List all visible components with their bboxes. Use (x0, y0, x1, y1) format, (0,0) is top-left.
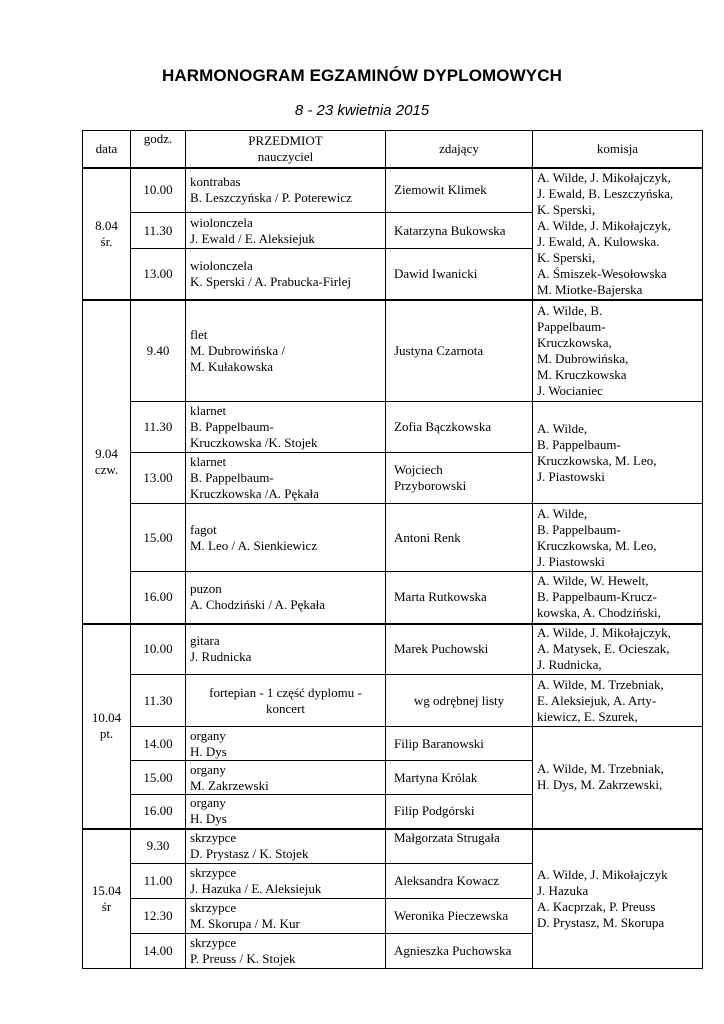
teacher-name: K. Sperski / A. Prabucka-Firlej (190, 273, 352, 289)
committee-line: A. Wilde, M. Trzebniak, (537, 676, 664, 692)
committee-line: J. Rudnicka, (537, 657, 602, 673)
committee-line: B. Pappelbaum-Krucz- (537, 589, 657, 605)
time-cell: 15.00 (131, 761, 186, 795)
committee-line: M. Dubrowińska, (537, 350, 629, 366)
time-cell: 11.30 (131, 675, 186, 727)
subject-name: skrzypce (190, 900, 237, 915)
committee-line: A. Matysek, E. Ocieszak, (537, 641, 670, 657)
subject-cell (186, 795, 386, 829)
subject-name: puzon (190, 581, 222, 597)
table-row (83, 504, 703, 572)
committee-cell (533, 572, 703, 624)
subject-cell (186, 168, 386, 213)
subject-name: fortepian - 1 część dyplomu - (209, 684, 362, 700)
student-last-name: Przyborowski (394, 478, 467, 493)
subject-name: organy (190, 727, 226, 743)
subject-name: flet (190, 326, 208, 342)
teacher-name: M. Zakrzewski (190, 777, 269, 793)
committee-line: J. Piastowski (537, 553, 605, 569)
day-weekday: pt. (99, 726, 114, 741)
subject-cell (186, 934, 386, 969)
committee-line: A. Wilde, (537, 505, 588, 521)
student-cell: Zofia Bączkowska (386, 402, 533, 453)
teacher-name: P. Preuss / K. Stojek (190, 951, 296, 966)
committee-line: J. Wocianiec (537, 382, 603, 398)
day-date: 15.04 (91, 882, 122, 898)
subject-name: skrzypce (190, 830, 237, 846)
subject-cell (186, 761, 386, 795)
student-cell: Ziemowit Klimek (386, 168, 533, 213)
day-cell (83, 829, 131, 969)
time-cell: 9.40 (131, 300, 186, 402)
committee-line: A. Wilde, W. Hewelt, (537, 573, 649, 589)
day-weekday: czw. (94, 461, 119, 477)
header-date: data (83, 131, 131, 168)
subject-name: wiolonczela (190, 214, 253, 230)
committee-line: A. Śmiszek-Wesołowska (537, 265, 667, 281)
committee-line: B. Pappelbaum- (537, 436, 621, 452)
schedule-table (82, 130, 703, 969)
subject-cell (186, 572, 386, 624)
time-cell: 16.00 (131, 572, 186, 624)
teacher-name: M. Kułakowska (190, 358, 274, 374)
student-cell: Marta Rutkowska (386, 572, 533, 624)
header-teacher: nauczyciel (257, 148, 314, 164)
committee-cell (533, 829, 703, 969)
committee-line: Kruczkowska, M. Leo, (537, 452, 657, 468)
header-subject: PRZEDMIOT (248, 132, 323, 148)
teacher-name: M. Dubrowińska / (190, 342, 285, 358)
table-row (83, 829, 703, 864)
time-cell: 16.00 (131, 795, 186, 829)
student-cell: Małgorzata Strugała (386, 829, 533, 864)
committee-line: Kruczkowska, (537, 334, 612, 350)
committee-line: D. Prystasz, M. Skorupa (537, 914, 665, 930)
committee-line: Kruczkowska, M. Leo, (537, 537, 657, 553)
committee-line: M. Miotke-Bajerska (537, 281, 643, 297)
student-cell: Agnieszka Puchowska (386, 934, 533, 969)
header-time: godz. (131, 131, 186, 168)
committee-cell (533, 300, 703, 402)
teacher-name: B. Pappelbaum- (190, 470, 274, 485)
committee-cell (533, 675, 703, 727)
time-cell: 11.00 (131, 864, 186, 899)
subject-cell (186, 453, 386, 504)
subject-cell (186, 213, 386, 249)
header-row (83, 131, 703, 168)
time-cell: 12.30 (131, 899, 186, 934)
subject-cell (186, 727, 386, 761)
table-row (83, 402, 703, 453)
subject-cell (186, 300, 386, 402)
teacher-name: H. Dys (190, 743, 227, 759)
page-title: HARMONOGRAM EGZAMINÓW DYPLOMOWYCH (162, 66, 562, 85)
subject-cell (186, 402, 386, 453)
day-date: 8.04 (95, 217, 118, 233)
time-cell: 13.00 (131, 249, 186, 300)
date-range-subtitle: 8 - 23 kwietnia 2015 (294, 102, 430, 119)
committee-cell (533, 168, 703, 300)
table-row (83, 727, 703, 761)
committee-line: A. Wilde, B. (537, 302, 603, 318)
subject-cell (186, 899, 386, 934)
teacher-name: A. Chodziński / A. Pękała (190, 597, 326, 613)
student-cell: Filip Podgórski (386, 795, 533, 829)
student-cell: Filip Baranowski (386, 727, 533, 761)
student-cell: Justyna Czarnota (386, 300, 533, 402)
subject-name: kontrabas (190, 174, 241, 190)
table-row (83, 300, 703, 402)
committee-line: J. Ewald, B. Leszczyńska, (537, 185, 674, 201)
table-row (83, 675, 703, 727)
student-cell: Katarzyna Bukowska (386, 213, 533, 249)
time-cell: 9.30 (131, 829, 186, 864)
committee-line: K. Sperski, (537, 249, 596, 265)
time-cell: 14.00 (131, 934, 186, 969)
day-date: 10.04 (91, 710, 122, 725)
subject-name: gitara (190, 633, 220, 649)
student-first-name: Wojciech (394, 462, 443, 477)
teacher-name: Kruczkowska /K. Stojek (190, 435, 318, 450)
table-row (83, 572, 703, 624)
time-cell: 11.30 (131, 213, 186, 249)
committee-line: K. Sperski, (537, 201, 596, 217)
day-weekday: śr (101, 898, 112, 914)
subject-cell (186, 864, 386, 899)
student-cell: Martyna Królak (386, 761, 533, 795)
committee-line: H. Dys, M. Zakrzewski, (537, 777, 663, 793)
committee-line: J. Ewald, A. Kulowska. (537, 233, 660, 249)
committee-line: A. Wilde, J. Mikołajczyk (537, 866, 668, 882)
header-subject-teacher (186, 131, 386, 168)
committee-line: A. Wilde, J. Mikołajczyk, (537, 169, 671, 185)
subject-cell (186, 675, 386, 727)
day-cell (83, 168, 131, 300)
committee-cell (533, 727, 703, 829)
subject-name: fagot (190, 521, 217, 537)
day-cell (83, 624, 131, 829)
committee-cell (533, 504, 703, 572)
subject-cell (186, 624, 386, 675)
header-committee: komisja (533, 131, 703, 168)
time-cell: 10.00 (131, 168, 186, 213)
committee-line: A. Kacprzak, P. Preuss (537, 898, 656, 914)
day-weekday: śr. (100, 233, 113, 249)
committee-cell (533, 624, 703, 675)
subject-name: organy (190, 761, 226, 777)
subject-cell (186, 829, 386, 864)
subject-name: koncert (266, 700, 305, 716)
committee-line: J. Piastowski (537, 468, 605, 484)
time-cell: 15.00 (131, 504, 186, 572)
committee-line: B. Pappelbaum- (537, 521, 621, 537)
student-cell: wg odrębnej listy (386, 675, 533, 727)
teacher-name: B. Pappelbaum- (190, 419, 274, 434)
teacher-name: J. Hazuka / E. Aleksiejuk (190, 881, 322, 896)
header-student: zdający (386, 131, 533, 168)
time-cell: 10.00 (131, 624, 186, 675)
subject-name: klarnet (190, 403, 227, 418)
student-cell: Antoni Renk (386, 504, 533, 572)
committee-cell (533, 402, 703, 504)
committee-line: Pappelbaum- (537, 318, 606, 334)
teacher-name: J. Ewald / E. Aleksiejuk (190, 230, 315, 246)
committee-line: A. Wilde, J. Mikołajczyk, (537, 217, 671, 233)
teacher-name: M. Leo / A. Sienkiewicz (190, 537, 318, 553)
committee-line: M. Kruczkowska (537, 366, 627, 382)
teacher-name: H. Dys (190, 811, 227, 827)
committee-line: A. Wilde, J. Mikołajczyk, (537, 625, 671, 641)
teacher-name: J. Rudnicka (190, 649, 252, 665)
committee-line: A. Wilde, (537, 420, 588, 436)
teacher-name: D. Prystasz / K. Stojek (190, 846, 309, 862)
table-row (83, 624, 703, 675)
teacher-name: B. Leszczyńska / P. Poterewicz (190, 190, 352, 206)
subject-cell (186, 249, 386, 300)
day-cell (83, 300, 131, 624)
committee-line: A. Wilde, M. Trzebniak, (537, 761, 664, 777)
time-cell: 11.30 (131, 402, 186, 453)
time-cell: 13.00 (131, 453, 186, 504)
teacher-name: Kruczkowska /A. Pękała (190, 486, 319, 501)
day-date: 9.04 (95, 445, 118, 461)
committee-line: E. Aleksiejuk, A. Arty- (537, 692, 657, 708)
student-cell: Dawid Iwanicki (386, 249, 533, 300)
committee-line: kiewicz, E. Szurek, (537, 708, 638, 724)
teacher-name: M. Skorupa / M. Kur (190, 916, 300, 931)
table-row (83, 168, 703, 213)
subject-cell (186, 504, 386, 572)
student-cell: Marek Puchowski (386, 624, 533, 675)
subject-name: skrzypce (190, 935, 237, 950)
student-cell: Weronika Pieczewska (386, 899, 533, 934)
committee-line: J. Hazuka (537, 882, 589, 898)
time-cell: 14.00 (131, 727, 186, 761)
subject-name: organy (190, 795, 226, 811)
committee-line: kowska, A. Chodziński, (537, 605, 661, 621)
subject-name: skrzypce (190, 865, 237, 880)
subject-name: wiolonczela (190, 257, 253, 273)
student-cell (386, 453, 533, 504)
student-cell: Aleksandra Kowacz (386, 864, 533, 899)
subject-name: klarnet (190, 454, 227, 469)
